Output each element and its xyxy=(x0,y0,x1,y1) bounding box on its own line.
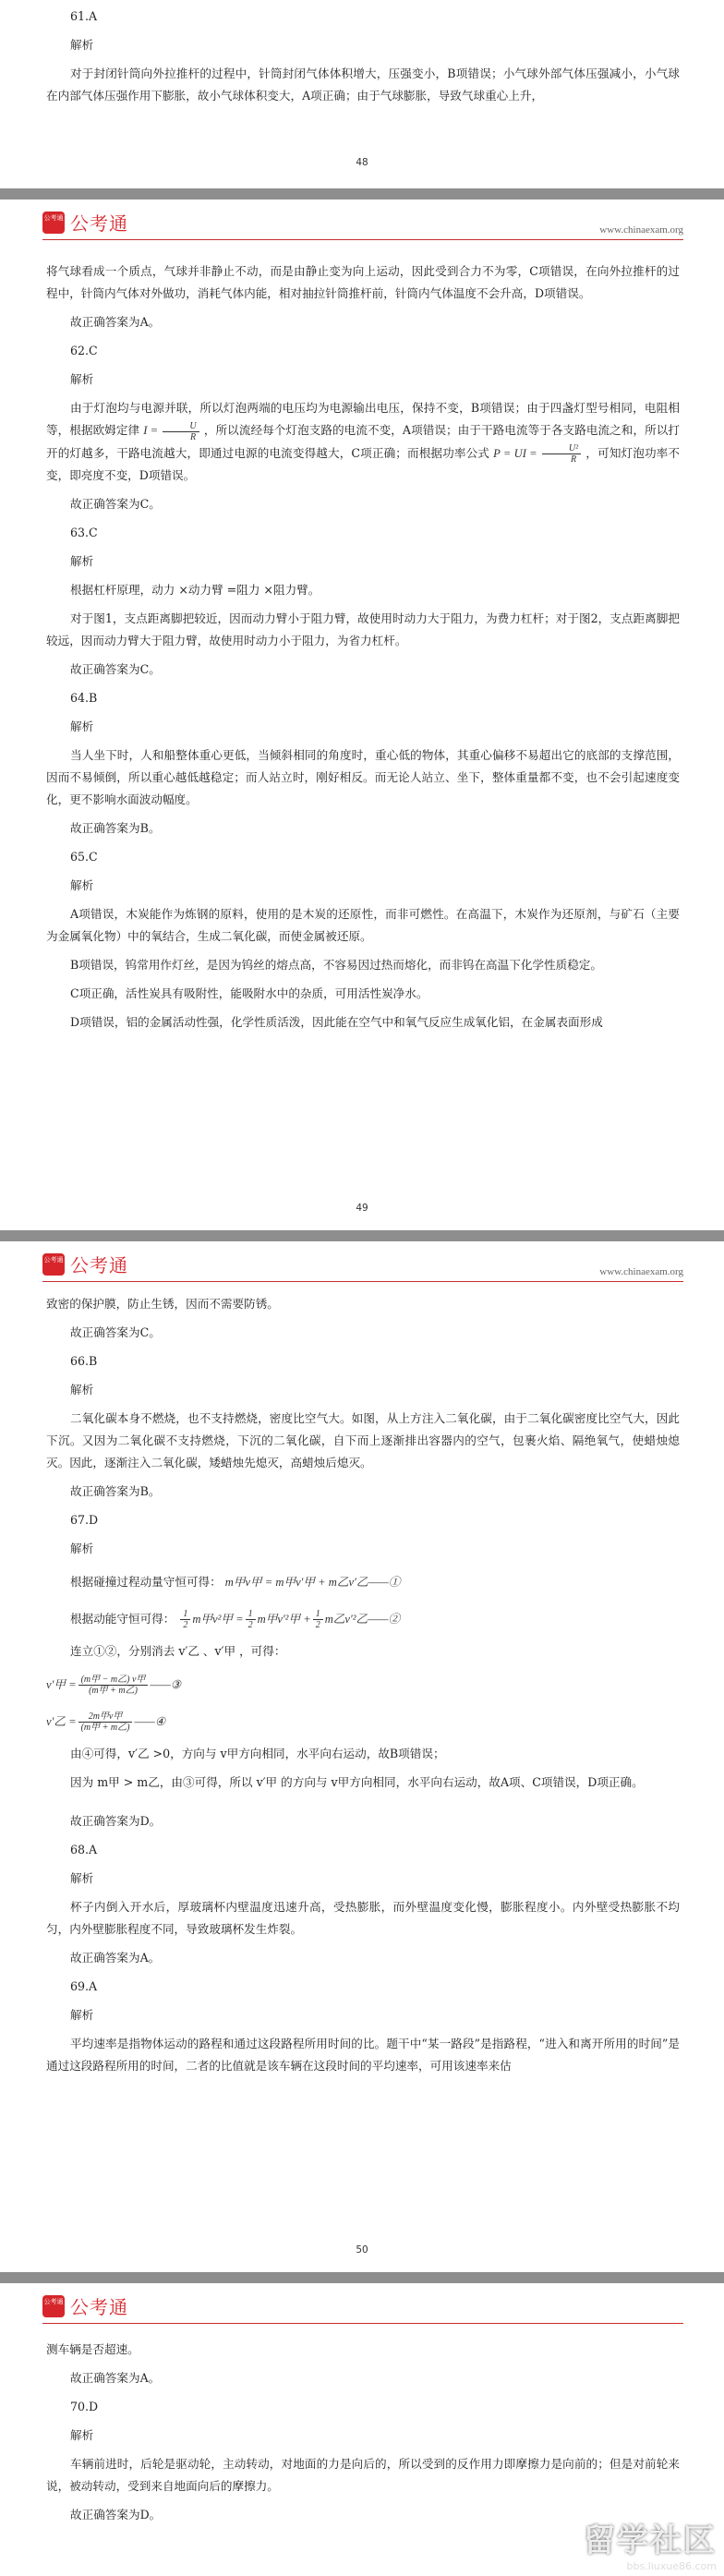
page-51-body xyxy=(0,2324,724,2526)
site-url: www.chinaexam.org xyxy=(599,224,683,236)
analysis-64-text: 当人坐下时，人和船整体重心更低，当倾斜相同的角度时，重心低的物体，其重心偏移不易超出它的底部的支撑范围，因而不易倾倒，所以重心越低越稳定；而人站立时，刚好相反。而无论人站立、坐下，整体重量都不变，也不会引起速度变化，更不影响水面波动幅度。 xyxy=(46,748,680,807)
analysis-61-text: 对于封闭针筒向外拉推杆的过程中，针筒封闭气体体积增大，压强变小，B项错误；小气球外部气体压强减小，小气球在内部气体压强作用下膨胀，故小气球体积变大，A项正确；由于气球膨胀，导致气球重心上升， xyxy=(46,67,680,103)
conclusion-68: 故正确答案为A。 xyxy=(70,1951,161,1965)
velocity-a-num: (m甲 − m乙) v甲 xyxy=(78,1675,149,1686)
ohm-denominator: R xyxy=(189,431,197,442)
analysis-62-part2: ，所以流经每个灯泡支路的电流不变，A项错误；由于干路电流等于各支路电流之和，所以打开的灯越多，干路电流越大，即通过电源的电流变得越大，C项正确；而根据功率公式 xyxy=(46,423,680,460)
analysis-61-cont: 将气球看成一个质点，气球并非静止不动，而是由静止变为向上运动，因此受到合力不为零，C项错误，在向外拉推杆的过程中，针筒内气体对外做功，消耗气体内能，相对抽拉针筒推杆前，针筒内气体温度不会升高，D项错误。 xyxy=(46,264,680,300)
analysis-62-part3: ，可知灯泡功率不变，即亮度不变，D项错误。 xyxy=(46,445,680,483)
analysis-65-d: D项错误，铝的金属活动性强，化学性质活泼，因此能在空气中和氧气反应生成氧化铝，在金属表面形成 xyxy=(70,1015,603,1030)
conclusion-67: 故正确答案为D。 xyxy=(70,1814,162,1828)
analysis-label-62: 解析 xyxy=(70,372,94,386)
momentum-formula: m甲v甲 = m甲v′甲 + m乙v′乙——① xyxy=(224,1576,401,1589)
page-header xyxy=(42,1241,683,1282)
energy-term-2: m甲v′²甲 + xyxy=(257,1613,311,1626)
conclusion-64: 故正确答案为B。 xyxy=(70,821,161,836)
conclusion-70: 故正确答案为D。 xyxy=(70,2508,162,2522)
brand-name: 公考通 xyxy=(70,1254,128,1276)
page-49 xyxy=(0,200,724,1230)
analysis-65-a: A项错误，木炭能作为炼钢的原料，使用的是木炭的还原性，而非可燃性。在高温下，木炭作为还原剂，与矿石（主要为金属氧化物）中的氧结合，生成二氧化碳，而使金属被还原。 xyxy=(46,907,680,944)
brand-logo xyxy=(42,209,128,236)
analysis-68-text: 杯子内倒入开水后，厚玻璃杯内壁温度迅速升高，受热膨胀，而外壁温度变化慢，膨胀程度小。内外壁受热膨胀不均匀，内外壁膨胀程度不同，导致玻璃杯发生炸裂。 xyxy=(46,1900,680,1936)
brand-logo xyxy=(42,1251,128,1277)
energy-label: 根据动能守恒可得： xyxy=(70,1612,175,1626)
half-fraction-1 xyxy=(180,1609,190,1630)
momentum-label: 根据碰撞过程动量守恒可得： xyxy=(70,1575,222,1589)
half-den: 2 xyxy=(183,1619,188,1630)
conclusion-63: 故正确答案为C。 xyxy=(70,662,161,677)
ohm-numerator: U xyxy=(163,421,199,432)
analysis-66-text: 二氧化碳本身不燃烧，也不支持燃烧，密度比空气大。如图，从上方注入二氧化碳，由于二氧化碳密度比空气大，因此下沉。又因为二氧化碳不支持燃烧，下沉的二氧化碳，自下而上逐渐排出容器内的空气，包裹火焰、隔绝氧气，使蜡烛熄灭。因此，逐渐注入二氧化碳，矮蜡烛先熄灭，高蜡烛后熄灭。 xyxy=(46,1411,680,1469)
site-url: www.chinaexam.org xyxy=(599,1266,683,1277)
velocity-b-tag: ——④ xyxy=(134,1715,166,1728)
analysis-label-66: 解析 xyxy=(70,1383,94,1397)
half-fraction-2 xyxy=(246,1609,256,1630)
power-lhs: P = UI = xyxy=(493,446,537,460)
power-fraction xyxy=(542,443,581,465)
page-header xyxy=(42,200,683,240)
power-formula xyxy=(493,443,585,466)
analysis-label-68: 解析 xyxy=(70,1871,94,1885)
answer-70: 70.D xyxy=(70,2400,99,2413)
analysis-label-67: 解析 xyxy=(70,1542,94,1555)
answer-65: 65.C xyxy=(70,850,98,865)
answer-66: 66.B xyxy=(70,1354,98,1368)
velocity-b-equation xyxy=(46,1706,680,1737)
velocity-a-fraction xyxy=(78,1675,149,1696)
analysis-62-text xyxy=(46,397,680,487)
analysis-65-c: C项正确，活性炭具有吸附性，能吸附水中的杂质，可用活性炭净水。 xyxy=(70,986,428,1001)
analysis-label-69: 解析 xyxy=(70,2008,94,2022)
page-50-body xyxy=(0,1282,724,2077)
brand-logo xyxy=(42,2292,128,2319)
analysis-67-b: 因为 m甲 > m乙，由③可得，所以 v′甲 的方向与 v甲方向相同，水平向右运动，故A项、C项错误，D项正确。 xyxy=(70,1775,644,1789)
page-number-48: 48 xyxy=(356,157,368,168)
brand-badge: 公考通 xyxy=(42,2295,65,2317)
brand-badge: 公考通 xyxy=(42,212,65,234)
analysis-63-principle: 根据杠杆原理，动力 ×动力臂 =阻力 ×阻力臂。 xyxy=(70,583,320,598)
page-header xyxy=(42,2283,683,2324)
page-49-body xyxy=(0,240,724,1034)
analysis-65-cont: 致密的保护膜，防止生锈，因而不需要防锈。 xyxy=(46,1297,279,1311)
half-den: 2 xyxy=(315,1619,320,1630)
page-48-body xyxy=(0,0,724,107)
analysis-label-64: 解析 xyxy=(70,720,94,734)
energy-term-3: m乙v′²乙——② xyxy=(324,1613,401,1626)
power-numerator: U² xyxy=(542,443,581,454)
analysis-65-b: B项错误，钨常用作灯丝，是因为钨丝的熔点高，不容易因过热而熔化，而非钨在高温下化学性质稳定。 xyxy=(70,958,602,973)
conclusion-61: 故正确答案为A。 xyxy=(70,315,161,329)
answer-62: 62.C xyxy=(70,344,98,357)
analysis-67-a: 由④可得，v′乙 >0，方向与 v甲方向相同，水平向右运动，故B项错误； xyxy=(70,1747,445,1760)
energy-term-1: m甲v²甲 = xyxy=(192,1613,244,1626)
answer-61: 61.A xyxy=(70,9,98,23)
velocity-b-num: 2m甲v甲 xyxy=(78,1711,133,1723)
answer-67: 67.D xyxy=(70,1513,99,1527)
conclusion-66: 故正确答案为B。 xyxy=(70,1484,161,1498)
analysis-69-text: 平均速率是指物体运动的路程和通过这段路程所用时间的比。题干中“某一路段”是指路程，“进入和离开所用的时间”是通过这段路程所用的时间，二者的比值就是该车辆在这段时间的平均速率，可用该速率来估 xyxy=(46,2037,680,2073)
page-51 xyxy=(0,2283,724,2576)
ohm-fraction xyxy=(163,421,199,442)
watermark-url: bbs.liuxue86.com xyxy=(626,2560,717,2572)
watermark xyxy=(584,2515,717,2572)
velocity-a-equation xyxy=(46,1669,680,1700)
momentum-equation xyxy=(70,1566,680,1598)
elimination-text: 连立①②，分别消去 v′乙 、v′甲 ，可得： xyxy=(70,1644,286,1658)
conclusion-69: 故正确答案为A。 xyxy=(70,2371,161,2385)
velocity-b-lhs: v′乙 = xyxy=(46,1715,77,1728)
page-number-50: 50 xyxy=(356,2244,368,2256)
analysis-69-cont: 测车辆是否超速。 xyxy=(46,2342,139,2356)
ohm-formula xyxy=(143,420,204,442)
page-number-49: 49 xyxy=(356,1203,368,1214)
analysis-label-70: 解析 xyxy=(70,2428,94,2442)
analysis-62-part1: 由于灯泡均与电源并联，所以灯泡两端的电压均为电源输出电压，保持不变，B项错误；由于四盏灯型号相同，电阻相等，根据欧姆定律 xyxy=(46,401,680,437)
conclusion-65: 故正确答案为C。 xyxy=(70,1325,161,1339)
answer-63: 63.C xyxy=(70,526,98,540)
analysis-label-65: 解析 xyxy=(70,878,94,893)
velocity-b-fraction xyxy=(78,1711,133,1733)
velocity-a-tag: ——③ xyxy=(150,1678,182,1691)
brand-name: 公考通 xyxy=(70,212,128,235)
answer-68: 68.A xyxy=(70,1843,98,1856)
ohm-lhs: I = xyxy=(143,424,159,437)
brand-badge: 公考通 xyxy=(42,1253,65,1276)
half-fraction-3 xyxy=(313,1609,323,1630)
velocity-a-lhs: v′甲 = xyxy=(46,1678,77,1691)
velocity-b-den: (m甲 + m乙) xyxy=(80,1722,130,1733)
analysis-label-63: 解析 xyxy=(70,554,94,569)
half-num: 1 xyxy=(313,1609,323,1620)
page-50 xyxy=(0,1241,724,2272)
power-denominator: R xyxy=(570,454,577,466)
analysis-70-text: 车辆前进时，后轮是驱动轮，主动转动，对地面的力是向后的，所以受到的反作用力即摩擦力是向前的；但是对前轮来说，被动转动，受到来自地面向后的摩擦力。 xyxy=(46,2457,680,2493)
brand-name: 公考通 xyxy=(70,2296,128,2318)
page-48 xyxy=(0,0,724,188)
watermark-logo: 留学社区 xyxy=(584,2522,717,2559)
conclusion-62: 故正确答案为C。 xyxy=(70,497,161,512)
analysis-label-61: 解析 xyxy=(70,38,94,52)
velocity-a-den: (m甲 + m乙) xyxy=(89,1685,138,1696)
half-num: 1 xyxy=(246,1609,256,1620)
half-num: 1 xyxy=(180,1609,190,1620)
energy-equation xyxy=(70,1603,680,1635)
answer-64: 64.B xyxy=(70,691,98,706)
answer-69: 69.A xyxy=(70,1979,98,1993)
half-den: 2 xyxy=(247,1619,253,1630)
analysis-63-text: 对于图1，支点距离脚把较近，因而动力臂小于阻力臂，故使用时动力大于阻力，为费力杠杆；对于图2，支点距离脚把较远，因而动力臂大于阻力臂，故使用时动力小于阻力，为省力杠杆。 xyxy=(46,611,680,648)
